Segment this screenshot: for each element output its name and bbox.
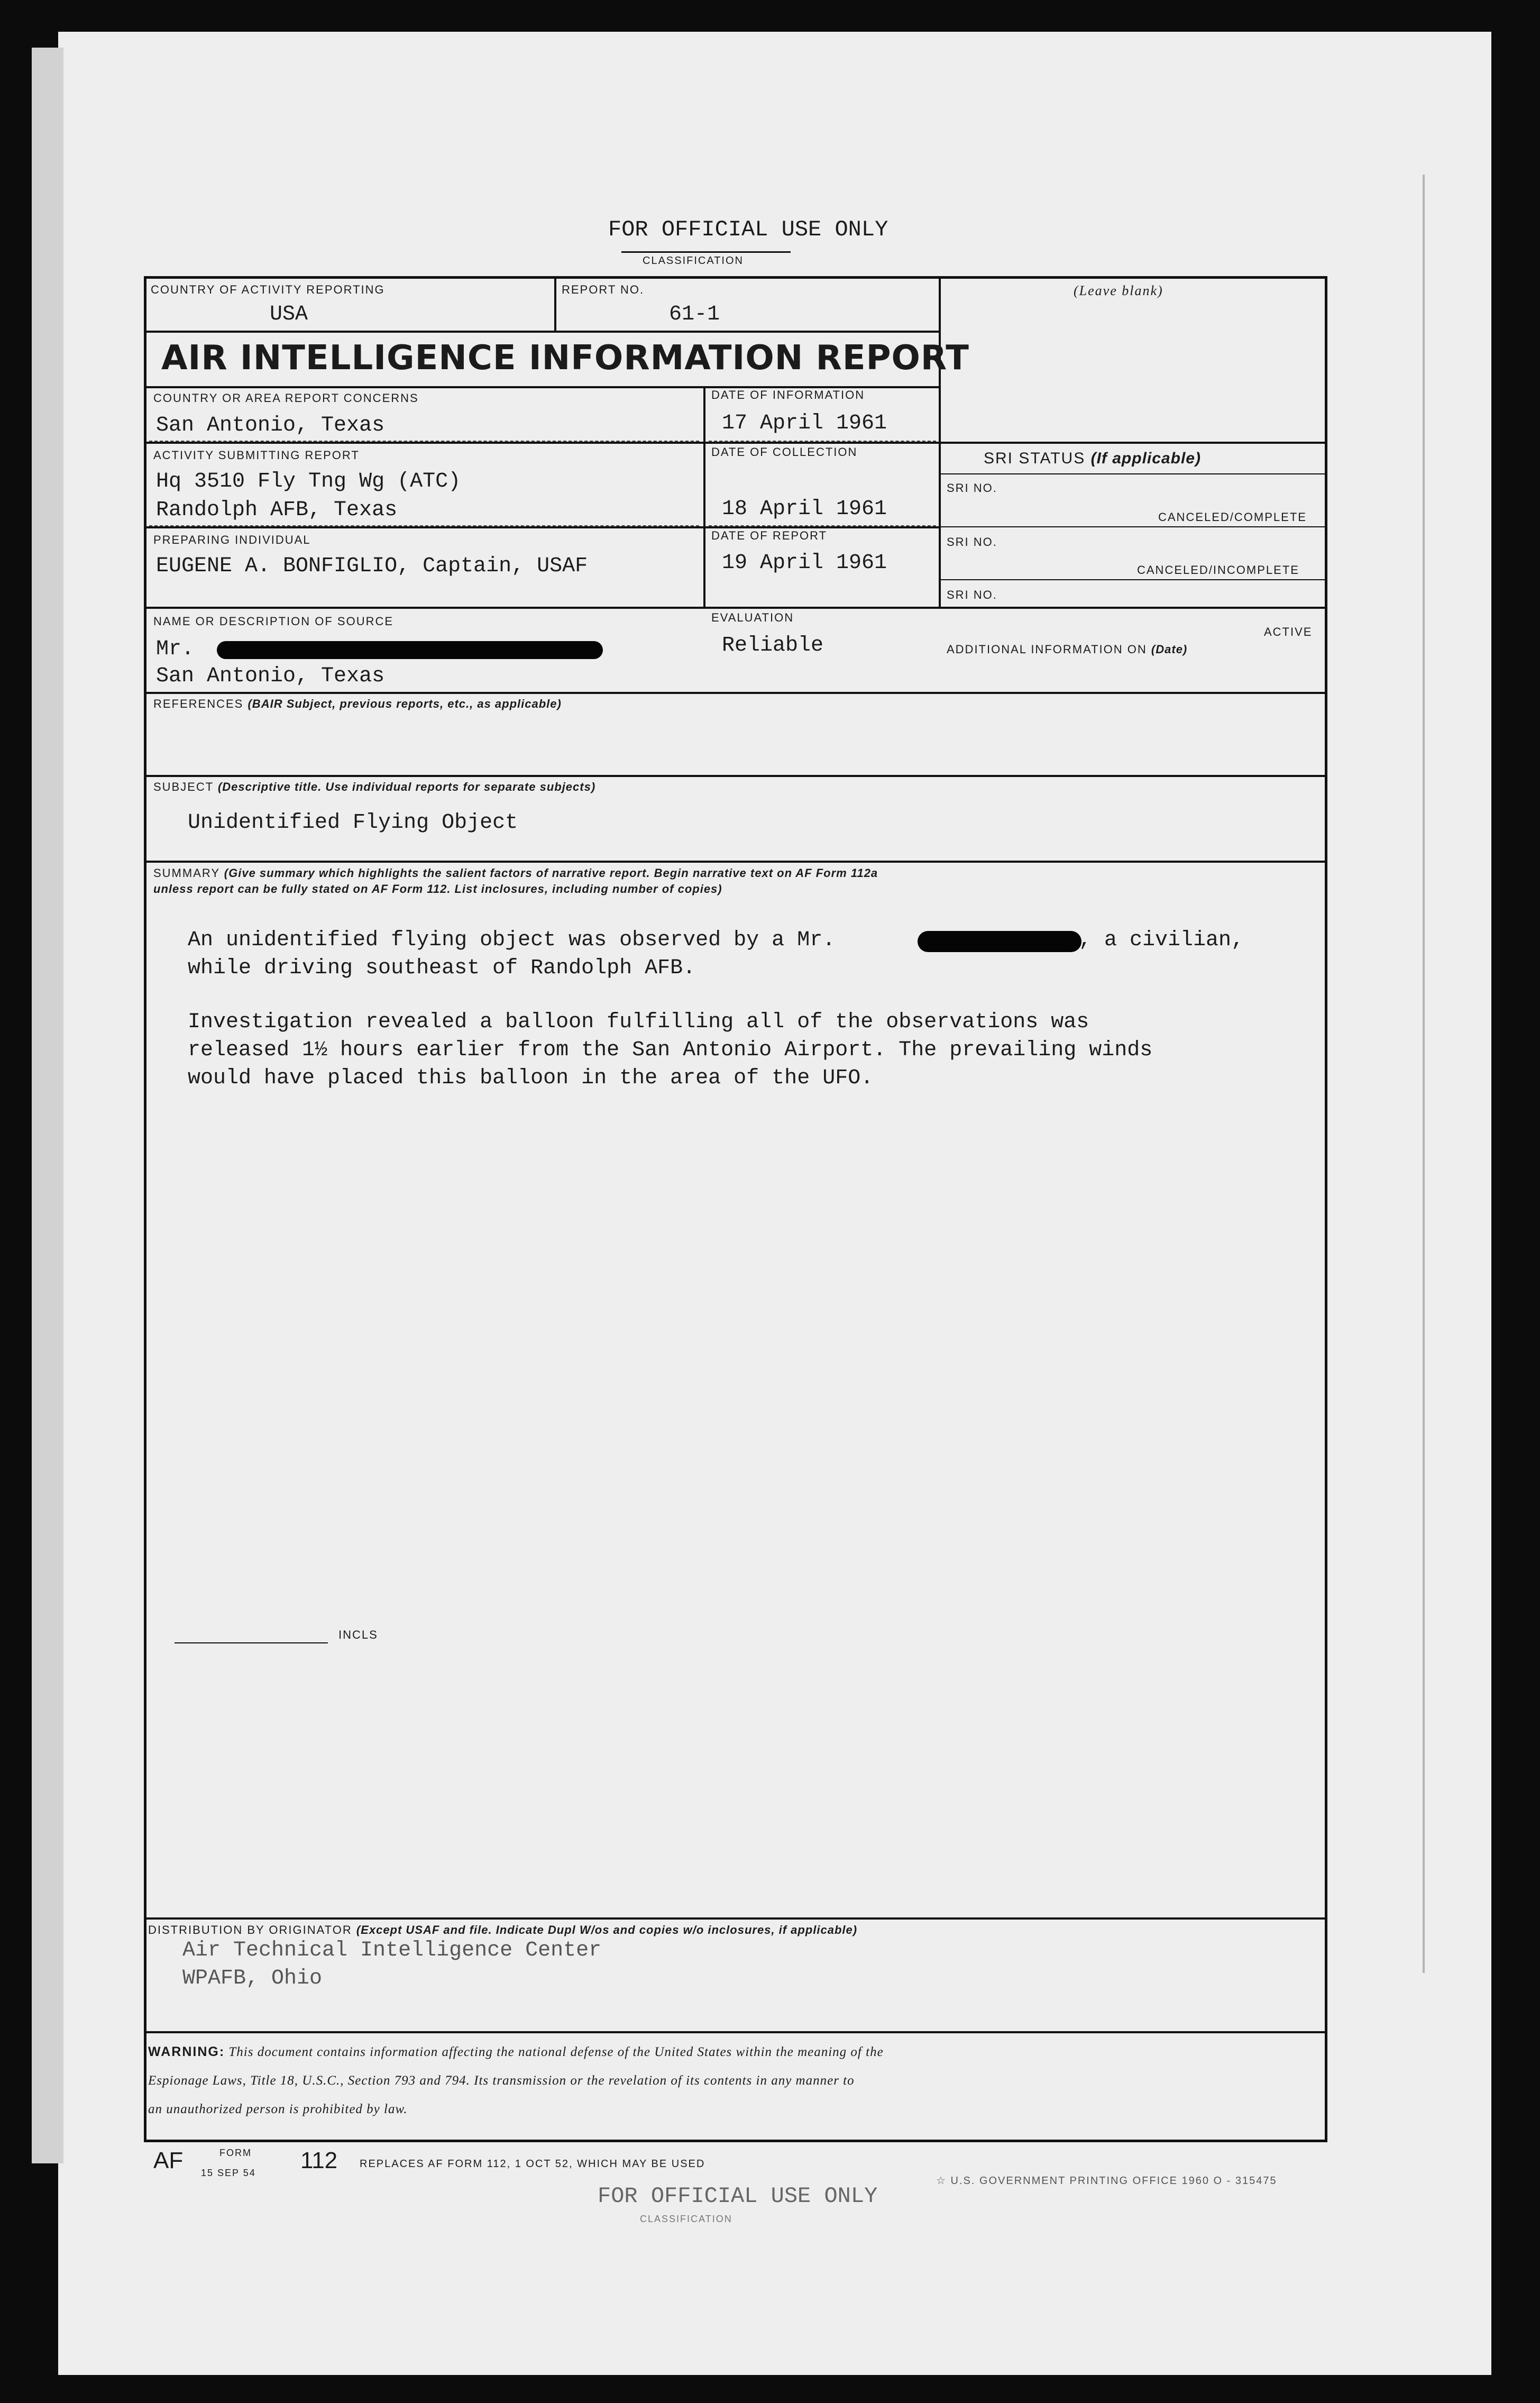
rule xyxy=(554,276,556,332)
rule xyxy=(939,579,1327,580)
summary-p1-line1a: An unidentified flying object was observed by a Mr. xyxy=(188,928,836,952)
warning-label: WARNING: xyxy=(148,2044,225,2059)
distribution-label xyxy=(148,1923,857,1937)
date-report-label: DATE OF REPORT xyxy=(711,529,828,542)
page-edge-shadow xyxy=(32,48,63,2163)
footer-gpo: ☆ U.S. GOVERNMENT PRINTING OFFICE 1960 O - 315475 xyxy=(936,2175,1277,2187)
source-name-redaction xyxy=(217,641,603,659)
rule xyxy=(144,442,940,444)
cancelled-incomplete-label: CANCELED/INCOMPLETE xyxy=(1137,563,1299,577)
distribution-text: DISTRIBUTION BY ORIGINATOR xyxy=(148,1923,352,1936)
distribution-note: (Except USAF and file. Indicate Dupl W/os and copies w/o inclosures, if applicable) xyxy=(356,1923,858,1936)
leave-blank-note: (Leave blank) xyxy=(1074,283,1163,298)
preparing-value: EUGENE A. BONFIGLIO, Captain, USAF xyxy=(156,554,588,578)
rule xyxy=(144,607,1327,609)
country-activity-label: COUNTRY OF ACTIVITY REPORTING xyxy=(151,283,385,296)
footer-form-word: FORM xyxy=(219,2148,252,2158)
sri-no-label-1: SRI NO. xyxy=(947,481,997,495)
summary-label xyxy=(153,866,878,880)
country-activity-value: USA xyxy=(270,303,308,326)
distribution-line2: WPAFB, Ohio xyxy=(182,1967,323,1990)
additional-info-text: ADDITIONAL INFORMATION ON xyxy=(947,643,1147,656)
references-note: (BAIR Subject, previous reports, etc., as applicable) xyxy=(248,697,562,710)
sri-no-label-2: SRI NO. xyxy=(947,535,997,549)
evaluation-value: Reliable xyxy=(722,634,824,657)
warning-line2: Espionage Laws, Title 18, U.S.C., Section 793 and 794. Its transmission or the revelation of its contents in any manner to xyxy=(148,2073,855,2088)
warning-text-1: This document contains information affecting the national defense of the United States within the meaning of the xyxy=(228,2045,884,2059)
footer-af: AF xyxy=(153,2148,184,2173)
classification-top-label: CLASSIFICATION xyxy=(643,255,744,267)
subject-text: SUBJECT xyxy=(153,780,214,793)
rule xyxy=(939,473,1327,474)
form-title: AIR INTELLIGENCE INFORMATION REPORT xyxy=(161,339,969,378)
summary-note-2-text: unless report can be fully stated on AF Form 112. List inclosures, including number of copies) xyxy=(153,882,722,896)
sri-status-label xyxy=(984,450,1201,468)
date-report-value: 19 April 1961 xyxy=(722,551,887,575)
evaluation-label: EVALUATION xyxy=(711,611,794,624)
subject-label xyxy=(153,780,595,794)
rule xyxy=(144,2031,1327,2033)
report-no-value: 61-1 xyxy=(669,303,720,326)
references-label xyxy=(153,697,562,711)
references-text: REFERENCES xyxy=(153,697,244,710)
fill-line xyxy=(709,525,936,526)
date-collection-value: 18 April 1961 xyxy=(722,497,887,521)
rule xyxy=(144,861,1327,863)
report-no-label: REPORT NO. xyxy=(562,283,645,296)
warning-line1 xyxy=(148,2037,1322,2067)
additional-info-date: (Date) xyxy=(1151,643,1188,656)
fill-line xyxy=(709,441,936,442)
date-collection-label: DATE OF COLLECTION xyxy=(711,445,858,459)
summary-p2-line3: would have placed this balloon in the area of the UFO. xyxy=(188,1066,874,1090)
sri-status-text: SRI STATUS xyxy=(984,450,1086,467)
summary-p2-line2: released 1½ hours earlier from the San Antonio Airport. The prevailing winds xyxy=(188,1038,1153,1062)
classification-bottom-label: CLASSIFICATION xyxy=(640,2214,732,2224)
active-label: ACTIVE xyxy=(1264,625,1313,638)
distribution-line1: Air Technical Intelligence Center xyxy=(182,1939,602,1962)
rule xyxy=(939,276,941,608)
fill-line xyxy=(149,441,699,442)
rule xyxy=(939,526,1327,527)
footer-replaces: REPLACES AF FORM 112, 1 OCT 52, WHICH MAY BE USED xyxy=(360,2158,705,2170)
summary-p2-line1: Investigation revealed a balloon fulfilling all of the observations was xyxy=(188,1010,1089,1034)
preparing-label: PREPARING INDIVIDUAL xyxy=(153,533,311,546)
rule xyxy=(703,386,705,608)
classification-top: FOR OFFICIAL USE ONLY xyxy=(608,217,888,242)
date-info-value: 17 April 1961 xyxy=(722,412,887,435)
classification-bottom: FOR OFFICIAL USE ONLY xyxy=(598,2183,878,2209)
incls-line xyxy=(175,1642,328,1643)
sri-no-label-3: SRI NO. xyxy=(947,588,997,601)
date-info-label: DATE OF INFORMATION xyxy=(711,388,865,401)
rule xyxy=(144,775,1327,777)
rule xyxy=(144,1917,1327,1920)
footer-form-number: 112 xyxy=(300,2148,338,2173)
rule xyxy=(144,331,940,333)
source-label: NAME OR DESCRIPTION OF SOURCE xyxy=(153,615,394,628)
rule xyxy=(144,692,1327,694)
activity-line1: Hq 3510 Fly Tng Wg (ATC) xyxy=(156,470,461,494)
summary-p1-line1b: , a civilian, xyxy=(1079,928,1244,952)
subject-value: Unidentified Flying Object xyxy=(188,811,518,835)
footer-form-date: 15 SEP 54 xyxy=(201,2168,256,2178)
subject-note: (Descriptive title. Use individual reports for separate subjects) xyxy=(217,780,596,793)
activity-label: ACTIVITY SUBMITTING REPORT xyxy=(153,449,360,462)
summary-p1-line2: while driving southeast of Randolph AFB. xyxy=(188,956,696,980)
rule xyxy=(144,526,940,528)
source-line1: Mr. xyxy=(156,637,195,661)
additional-info-label xyxy=(947,643,1187,656)
activity-line2: Randolph AFB, Texas xyxy=(156,498,398,522)
warning-line3: an unauthorized person is prohibited by law. xyxy=(148,2102,408,2116)
observer-name-redaction xyxy=(918,931,1081,952)
summary-text: SUMMARY xyxy=(153,866,220,880)
classification-underline xyxy=(621,251,791,253)
rule xyxy=(939,442,1327,444)
incls-label: INCLS xyxy=(338,1628,378,1641)
cancelled-complete-label: CANCELED/COMPLETE xyxy=(1158,510,1307,524)
warning-block xyxy=(148,2037,1322,2124)
country-area-label: COUNTRY OR AREA REPORT CONCERNS xyxy=(153,391,419,405)
summary-note-2 xyxy=(153,882,722,896)
fill-line xyxy=(149,525,699,526)
source-line2: San Antonio, Texas xyxy=(156,664,385,688)
summary-note-1: (Give summary which highlights the salient factors of narrative report. Begin narrative text on AF Form 112a xyxy=(224,866,878,880)
country-area-value: San Antonio, Texas xyxy=(156,414,385,437)
page-fold-line xyxy=(1423,175,1425,1973)
sri-status-note: (If applicable) xyxy=(1090,450,1201,467)
